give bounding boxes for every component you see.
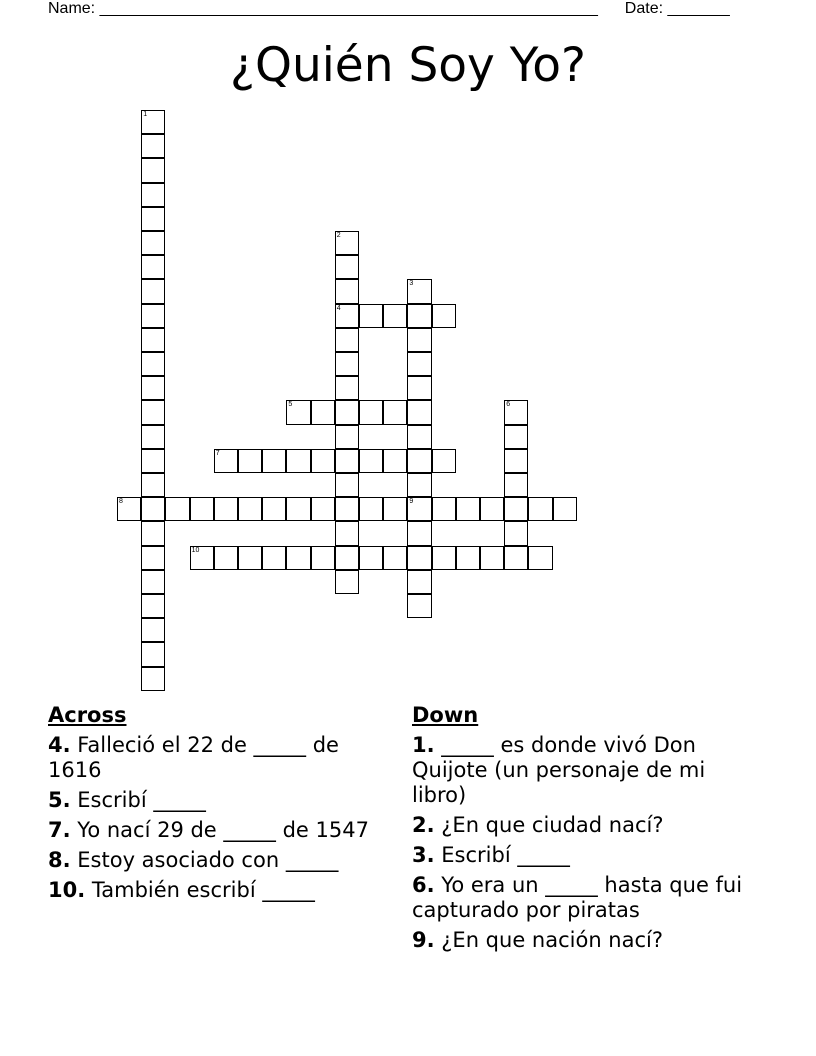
clue-number: 7. (48, 818, 71, 842)
clue-text: También escribí _____ (91, 878, 315, 902)
date-blank[interactable]: _______ (667, 0, 730, 17)
clue-text: ¿En que nación nací? (441, 928, 664, 952)
grid-cell[interactable] (407, 570, 431, 594)
grid-cell[interactable] (407, 376, 431, 400)
grid-cell[interactable] (141, 134, 165, 158)
grid-cell[interactable] (359, 449, 383, 473)
cell-number: 3 (409, 280, 414, 288)
grid-cell[interactable] (141, 207, 165, 231)
grid-cell[interactable] (141, 183, 165, 207)
grid-cell[interactable] (286, 546, 310, 570)
grid-cell[interactable] (117, 497, 141, 521)
grid-cell[interactable] (383, 304, 407, 328)
grid-cell[interactable] (407, 521, 431, 545)
grid-cell[interactable] (383, 449, 407, 473)
grid-cell[interactable] (359, 304, 383, 328)
grid-cell[interactable] (432, 497, 456, 521)
grid-cell[interactable] (214, 546, 238, 570)
grid-cell[interactable] (407, 279, 431, 303)
grid-cell[interactable] (359, 497, 383, 521)
clue-down-6 (412, 873, 752, 923)
clue-down-2 (412, 813, 752, 838)
grid-cell[interactable] (407, 425, 431, 449)
grid-cell[interactable] (528, 546, 552, 570)
grid-cell[interactable] (311, 449, 335, 473)
grid-cell[interactable] (141, 279, 165, 303)
clue-text: Yo era un _____ hasta que fui capturado por piratas (412, 873, 743, 922)
grid-cell[interactable] (238, 497, 262, 521)
down-heading: Down (412, 703, 479, 727)
page-title: ¿Quién Soy Yo? (230, 38, 586, 93)
grid-cell[interactable] (504, 449, 528, 473)
grid-cell[interactable] (407, 352, 431, 376)
clue-down-3 (412, 843, 752, 868)
grid-cell[interactable] (238, 449, 262, 473)
grid-cell[interactable] (141, 352, 165, 376)
grid-cell[interactable] (480, 497, 504, 521)
grid-cell[interactable] (141, 231, 165, 255)
grid-cell[interactable] (190, 546, 214, 570)
grid-cell[interactable] (286, 400, 310, 424)
grid-cell[interactable] (432, 304, 456, 328)
clue-text: ¿En que ciudad nací? (441, 813, 664, 837)
grid-cell[interactable] (504, 400, 528, 424)
grid-cell[interactable] (407, 473, 431, 497)
grid-cell[interactable] (504, 521, 528, 545)
grid-cell[interactable] (383, 400, 407, 424)
grid-cell[interactable] (359, 546, 383, 570)
date-label: Date: (624, 0, 664, 17)
grid-cell[interactable] (262, 546, 286, 570)
grid-cell[interactable] (311, 400, 335, 424)
grid-cell[interactable] (335, 449, 359, 473)
clue-down-1 (412, 733, 752, 808)
clue-across-5 (48, 788, 388, 813)
grid-cell[interactable] (407, 497, 431, 521)
clue-number: 9. (412, 928, 435, 952)
grid-cell[interactable] (141, 110, 165, 134)
clue-across-4 (48, 733, 388, 783)
cell-number: 5 (288, 401, 293, 409)
across-clues (48, 703, 388, 908)
cell-number: 7 (215, 449, 220, 457)
clue-number: 2. (412, 813, 435, 837)
grid-cell[interactable] (407, 546, 431, 570)
grid-cell[interactable] (504, 473, 528, 497)
clue-number: 4. (48, 733, 71, 757)
grid-cell[interactable] (456, 546, 480, 570)
clue-number: 3. (412, 843, 435, 867)
grid-cell[interactable] (214, 497, 238, 521)
grid-cell[interactable] (407, 594, 431, 618)
grid-cell[interactable] (141, 304, 165, 328)
grid-cell[interactable] (432, 546, 456, 570)
clue-number: 8. (48, 848, 71, 872)
grid-cell[interactable] (335, 255, 359, 279)
grid-cell[interactable] (335, 497, 359, 521)
grid-cell[interactable] (262, 497, 286, 521)
clue-across-8 (48, 848, 388, 873)
grid-cell[interactable] (335, 279, 359, 303)
clue-text: Escribí _____ (77, 788, 206, 812)
clue-text: _____ es donde vivó Don Quijote (un personaje de mi libro) (412, 733, 706, 807)
grid-cell[interactable] (335, 376, 359, 400)
grid-cell[interactable] (407, 328, 431, 352)
grid-cell[interactable] (335, 570, 359, 594)
grid-cell[interactable] (165, 497, 189, 521)
cell-number: 2 (336, 232, 341, 239)
grid-cell[interactable] (504, 497, 528, 521)
grid-cell[interactable] (141, 497, 165, 521)
grid-cell[interactable] (335, 304, 359, 328)
grid-cell[interactable] (141, 521, 165, 545)
grid-cell[interactable] (311, 546, 335, 570)
grid-cell[interactable] (335, 231, 359, 255)
grid-cell[interactable] (553, 497, 577, 521)
grid-cell[interactable] (141, 158, 165, 182)
grid-cell[interactable] (335, 425, 359, 449)
grid-cell[interactable] (141, 546, 165, 570)
grid-cell[interactable] (504, 425, 528, 449)
clue-text: Yo nací 29 de _____ de 1547 (77, 818, 369, 842)
grid-cell[interactable] (335, 546, 359, 570)
grid-cell[interactable] (456, 497, 480, 521)
grid-cell[interactable] (141, 667, 165, 691)
clue-text: Estoy asociado con _____ (77, 848, 339, 872)
grid-cell[interactable] (407, 304, 431, 328)
grid-cell[interactable] (407, 400, 431, 424)
grid-cell[interactable] (359, 400, 383, 424)
grid-cell[interactable] (407, 449, 431, 473)
grid-cell[interactable] (504, 546, 528, 570)
clue-down-9 (412, 928, 752, 953)
clue-across-7 (48, 818, 388, 843)
cell-number: 9 (409, 498, 414, 506)
cell-number: 10 (191, 546, 200, 554)
grid-cell[interactable] (238, 546, 262, 570)
grid-cell[interactable] (383, 497, 407, 521)
clue-number: 10. (48, 878, 86, 902)
grid-cell[interactable] (141, 618, 165, 642)
clue-text: Falleció el 22 de _____ de 1616 (48, 733, 339, 782)
grid-cell[interactable] (335, 352, 359, 376)
grid-cell[interactable] (141, 449, 165, 473)
grid-cell[interactable] (335, 328, 359, 352)
grid-cell[interactable] (383, 546, 407, 570)
grid-cell[interactable] (262, 449, 286, 473)
clue-text: Escribí _____ (441, 843, 570, 867)
grid-cell[interactable] (141, 594, 165, 618)
grid-cell[interactable] (141, 328, 165, 352)
grid-cell[interactable] (286, 497, 310, 521)
grid-cell[interactable] (335, 521, 359, 545)
grid-cell[interactable] (214, 449, 238, 473)
grid-cell[interactable] (480, 546, 504, 570)
grid-cell[interactable] (141, 642, 165, 666)
cell-number: 4 (336, 304, 341, 312)
clue-number: 5. (48, 788, 71, 812)
grid-cell[interactable] (141, 425, 165, 449)
grid-cell[interactable] (141, 376, 165, 400)
grid-cell[interactable] (141, 570, 165, 594)
clue-across-10 (48, 878, 388, 903)
grid-cell[interactable] (311, 497, 335, 521)
clue-number: 6. (412, 873, 435, 897)
grid-cell[interactable] (286, 449, 310, 473)
cell-number: 1 (143, 111, 148, 118)
clue-number: 1. (412, 733, 435, 757)
grid-cell[interactable] (335, 473, 359, 497)
name-label: Name: (48, 0, 96, 17)
grid-cell[interactable] (141, 400, 165, 424)
name-blank[interactable]: ________________________________________________________ (99, 0, 598, 17)
down-clues (412, 703, 752, 958)
grid-cell[interactable] (528, 497, 552, 521)
cell-number: 8 (119, 498, 123, 506)
grid-cell[interactable] (335, 400, 359, 424)
grid-cell[interactable] (190, 497, 214, 521)
cell-number: 6 (506, 401, 511, 409)
grid-cell[interactable] (141, 473, 165, 497)
grid-cell[interactable] (141, 255, 165, 279)
grid-cell[interactable] (432, 449, 456, 473)
across-heading: Across (48, 703, 127, 727)
